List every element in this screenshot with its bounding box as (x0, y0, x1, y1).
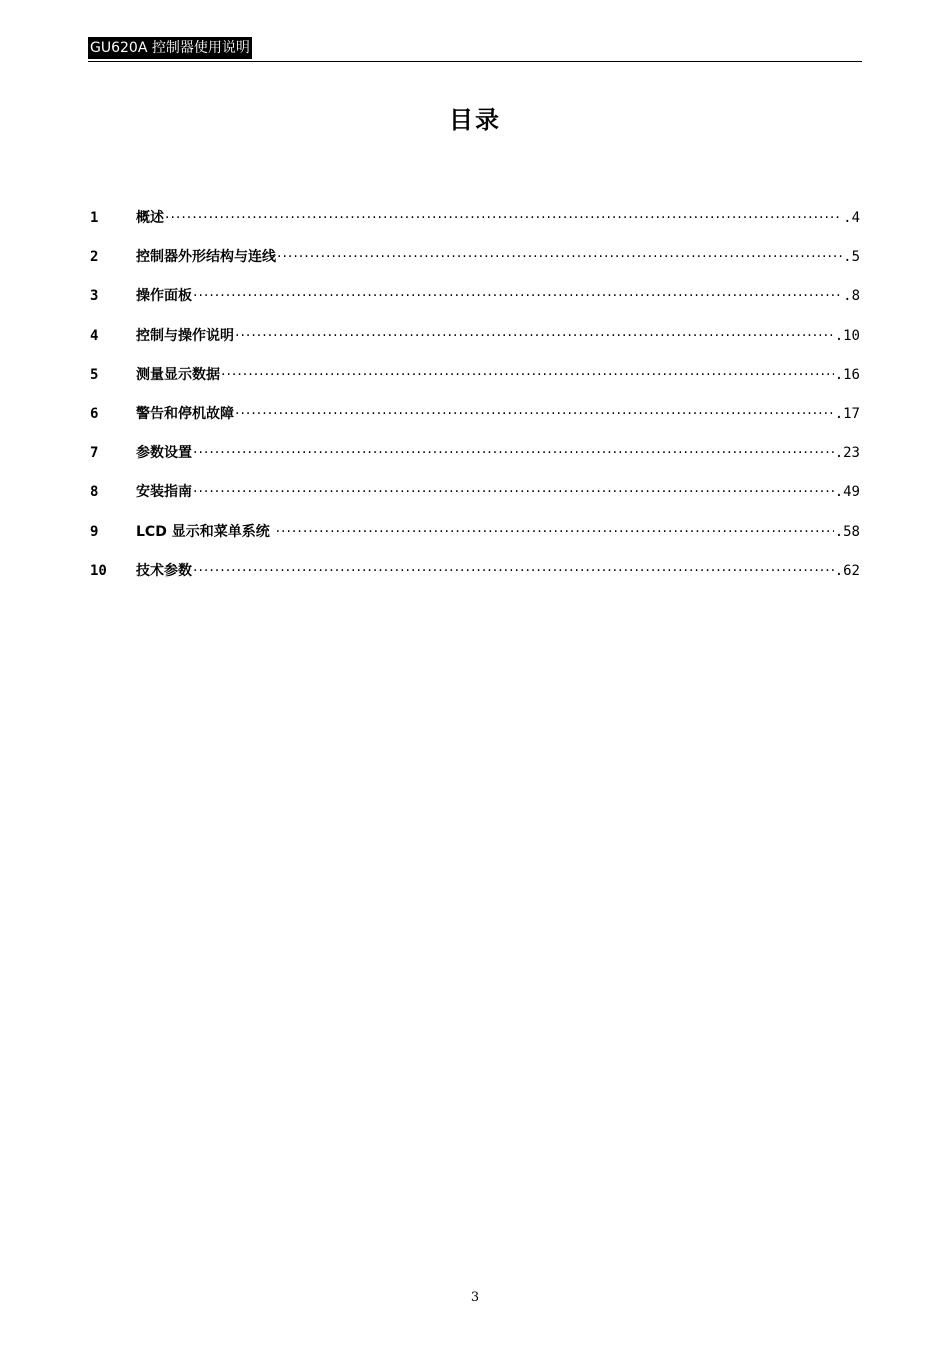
toc-entry-number: 7 (90, 445, 99, 462)
toc-entry-8[interactable] (90, 481, 860, 520)
table-of-contents (90, 207, 860, 599)
toc-entry-2[interactable] (90, 246, 860, 285)
toc-leader-dots (235, 406, 834, 422)
toc-leader-dots (276, 524, 834, 540)
header-label: GU620A 控制器使用说明 (88, 37, 252, 59)
toc-entry-page: .5 (843, 249, 860, 266)
toc-entry-page: .23 (834, 445, 860, 462)
toc-entry-title: 测量显示数据 (136, 366, 220, 383)
toc-entry-page: .16 (834, 366, 860, 383)
toc-entry-page: .58 (834, 523, 860, 540)
toc-entry-number: 5 (90, 366, 99, 383)
toc-entry-number: 1 (90, 210, 99, 226)
toc-entry-9[interactable] (90, 521, 860, 560)
toc-entry-number: 4 (90, 327, 99, 344)
toc-entry-number: 2 (90, 249, 99, 266)
toc-entry-number: 8 (90, 484, 99, 501)
toc-entry-6[interactable] (90, 403, 860, 442)
toc-entry-3[interactable] (90, 285, 860, 324)
toc-entry-title: 安装指南 (136, 484, 192, 501)
toc-leader-dots (193, 445, 834, 461)
toc-leader-dots (193, 288, 842, 304)
toc-entry-title: 警告和停机故障 (136, 405, 234, 422)
toc-entry-number: 6 (90, 405, 99, 422)
toc-entry-title: 概述 (136, 210, 164, 226)
toc-entry-10[interactable] (90, 560, 860, 599)
page-number: 3 (470, 1290, 480, 1305)
toc-entry-page: .49 (834, 484, 860, 501)
toc-entry-title: 技术参数 (136, 562, 192, 579)
toc-entry-number: 9 (90, 523, 99, 540)
toc-entry-title: 控制与操作说明 (136, 327, 234, 344)
toc-entry-5[interactable] (90, 364, 860, 403)
toc-entry-4[interactable] (90, 325, 860, 364)
toc-leader-dots (193, 484, 834, 500)
toc-entry-title: LCD 显示和菜单系统 (136, 523, 275, 540)
toc-entry-title: 控制器外形结构与连线 (136, 249, 276, 266)
toc-entry-7[interactable] (90, 442, 860, 481)
toc-entry-page: .62 (834, 562, 860, 579)
toc-leader-dots (277, 249, 842, 265)
toc-entry-page: .10 (834, 327, 860, 344)
page-header (88, 37, 862, 62)
toc-leader-dots (165, 210, 842, 226)
toc-entry-title: 参数设置 (136, 445, 192, 462)
toc-leader-dots (235, 328, 834, 344)
toc-entry-1[interactable] (90, 207, 860, 246)
toc-entry-page: .17 (834, 405, 860, 422)
toc-leader-dots (193, 563, 834, 579)
toc-entry-number: 3 (90, 288, 99, 305)
toc-entry-page: .8 (843, 288, 860, 305)
toc-entry-number: 10 (90, 562, 107, 579)
toc-entry-title: 操作面板 (136, 288, 192, 305)
toc-leader-dots (221, 367, 834, 383)
page-title: 目录 (449, 106, 501, 134)
toc-entry-page: .4 (843, 210, 860, 226)
